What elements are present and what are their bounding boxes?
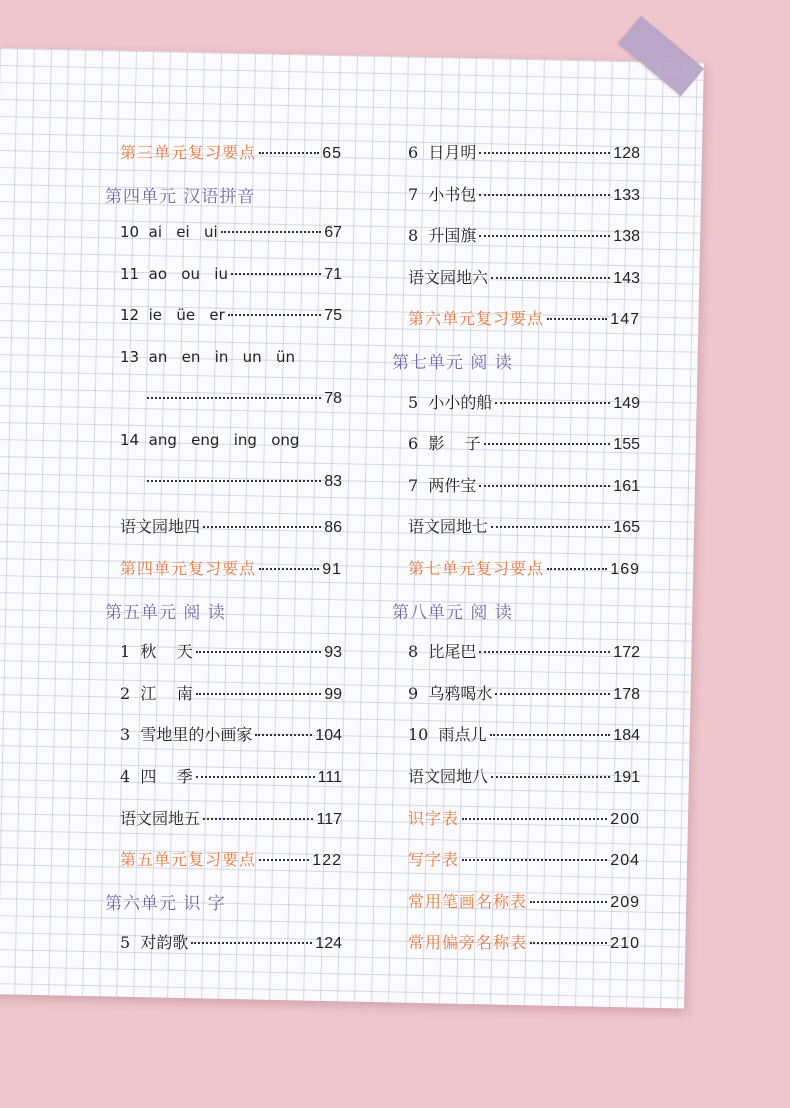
entry-title: 4 四 季 (120, 767, 193, 786)
page-number: 111 (317, 769, 342, 786)
entry-title: 6 影 子 (408, 434, 481, 454)
leader-dots (479, 235, 610, 237)
entry-title: 7 两件宝 (408, 475, 477, 495)
leader-dots (491, 526, 610, 528)
page-number: 138 (613, 228, 640, 246)
leader-dots (479, 485, 610, 487)
leader-dots (462, 818, 607, 820)
toc-entry (120, 806, 342, 836)
leader-dots (491, 776, 610, 778)
page-number: 122 (312, 852, 342, 870)
page-number: 117 (316, 810, 342, 828)
page-number: 65 (322, 145, 342, 162)
entry-title: 5 小小的船 (408, 392, 493, 412)
entry-title: 12 ie üe er (120, 306, 225, 325)
entry-title: 2 江 南 (120, 683, 193, 703)
page-number: 133 (613, 186, 640, 204)
leader-dots (196, 776, 315, 778)
toc-entry (120, 681, 342, 711)
leader-dots (495, 402, 610, 404)
page-number: 83 (324, 472, 342, 490)
entry-title: 常用笔画名称表 (408, 891, 528, 911)
leader-dots (191, 942, 312, 944)
unit-heading (105, 598, 342, 628)
entry-title: 6 日月明 (408, 143, 477, 162)
page-number: 91 (322, 561, 342, 578)
leader-dots (547, 568, 607, 570)
page-number: 184 (613, 727, 640, 745)
leader-dots (491, 277, 610, 279)
page-number: 165 (613, 519, 640, 537)
leader-dots (203, 526, 321, 528)
toc-entry (120, 930, 342, 960)
leader-dots (479, 651, 610, 653)
leader-dots (479, 194, 610, 196)
page-number: 128 (613, 145, 640, 162)
unit-heading (105, 182, 342, 212)
entry-title: 1 秋 天 (120, 642, 193, 662)
review-entry (408, 889, 640, 919)
page-number: 143 (613, 269, 640, 287)
entry-title: 第七单元 阅 读 (392, 353, 513, 373)
entry-title: 第五单元 阅 读 (105, 602, 226, 623)
review-entry (120, 140, 342, 170)
page-number: 86 (324, 519, 342, 537)
leader-dots (495, 693, 610, 695)
leader-dots (259, 859, 309, 861)
leader-dots (255, 734, 312, 736)
leader-dots (259, 152, 319, 154)
toc-entry (408, 431, 640, 461)
unit-heading (392, 348, 640, 378)
entry-title: 11 ao ou iu (120, 264, 228, 283)
entry-title: 9 乌鸦喝水 (408, 683, 493, 703)
toc-entry (120, 722, 342, 752)
toc-entry (120, 514, 342, 544)
page-number: 161 (613, 477, 640, 495)
page-number: 67 (324, 224, 342, 242)
entry-title: 写字表 (408, 850, 460, 870)
toc-entry (408, 390, 640, 420)
leader-dots (530, 942, 607, 944)
entry-title: 第四单元 汉语拼音 (105, 186, 256, 207)
unit-heading (105, 889, 342, 919)
leader-dots (221, 231, 322, 233)
toc-entry (144, 390, 342, 420)
page-number: 210 (610, 935, 640, 953)
page-number: 99 (324, 685, 342, 703)
entry-title: 语文园地六 (408, 267, 489, 287)
toc-entry (120, 639, 342, 669)
leader-dots (147, 480, 321, 482)
entry-title: 8 升国旗 (408, 226, 477, 246)
page-number: 78 (324, 389, 342, 407)
entry-title: 第七单元复习要点 (408, 559, 545, 578)
page-number: 104 (315, 727, 342, 745)
toc-entry (120, 223, 342, 253)
page-number: 200 (610, 810, 640, 828)
page-number: 172 (613, 644, 640, 662)
leader-dots (196, 693, 322, 695)
toc-entry (408, 140, 640, 170)
entry-title: 语文园地四 (120, 517, 201, 537)
page-number: 75 (324, 307, 342, 325)
toc-entry (408, 681, 640, 711)
page-number: 191 (613, 769, 640, 786)
toc-entry (144, 473, 342, 503)
entry-title: 语文园地八 (408, 767, 489, 786)
leader-dots (231, 273, 321, 275)
entry-title: 10 雨点儿 (408, 725, 487, 745)
page-number: 71 (324, 265, 342, 283)
toc-entry (120, 431, 342, 461)
entry-title: 14 ang eng ing ong (120, 431, 300, 450)
leader-dots (530, 901, 607, 903)
page-number: 204 (610, 852, 640, 870)
leader-dots (490, 734, 611, 736)
leader-dots (462, 859, 607, 861)
leader-dots (203, 818, 313, 820)
leader-dots (547, 318, 607, 320)
review-entry (408, 306, 640, 336)
entry-title: 常用偏旁名称表 (408, 933, 528, 953)
page-number: 124 (315, 935, 342, 953)
toc-entry (120, 764, 342, 794)
leader-dots (228, 314, 321, 316)
review-entry (408, 556, 640, 586)
toc-entry (408, 223, 640, 253)
page-number: 209 (610, 893, 640, 911)
unit-heading (392, 598, 640, 628)
toc-entry (120, 306, 342, 336)
entry-title: 13 an en in un ün (120, 348, 295, 366)
review-entry (408, 847, 640, 877)
entry-title: 第六单元复习要点 (408, 309, 545, 329)
entry-title: 8 比尾巴 (408, 642, 477, 662)
entry-title: 语文园地五 (120, 808, 201, 828)
page-number: 149 (613, 394, 640, 412)
toc-entry (120, 348, 342, 378)
toc-entry (408, 764, 640, 794)
leader-dots (147, 397, 321, 399)
review-entry (120, 847, 342, 877)
review-entry (408, 930, 640, 960)
review-entry (408, 806, 640, 836)
leader-dots (196, 651, 322, 653)
page-number: 169 (610, 561, 640, 578)
entry-title: 第五单元复习要点 (120, 850, 257, 870)
toc-entry (120, 265, 342, 295)
toc-entry (408, 514, 640, 544)
leader-dots (484, 443, 611, 445)
page-number: 155 (613, 436, 640, 454)
leader-dots (259, 568, 319, 570)
page-number: 93 (324, 644, 342, 662)
entry-title: 第三单元复习要点 (120, 143, 257, 162)
entry-title: 10 ai ei ui (120, 223, 218, 242)
leader-dots (479, 152, 610, 154)
entry-title: 第八单元 阅 读 (392, 602, 513, 623)
entry-title: 7 小书包 (408, 184, 477, 204)
entry-title: 3 雪地里的小画家 (120, 725, 253, 745)
review-entry (120, 556, 342, 586)
toc-entry (408, 722, 640, 752)
toc-entry (408, 473, 640, 503)
entry-title: 识字表 (408, 808, 460, 828)
entry-title: 5 对韵歌 (120, 933, 189, 953)
page-number: 178 (613, 685, 640, 703)
page-number: 147 (610, 311, 640, 329)
entry-title: 第六单元 识 字 (105, 893, 226, 914)
entry-title: 第四单元复习要点 (120, 559, 257, 578)
entry-title: 语文园地七 (408, 517, 489, 537)
toc-entry (408, 182, 640, 212)
toc-entry (408, 265, 640, 295)
toc-entry (408, 639, 640, 669)
